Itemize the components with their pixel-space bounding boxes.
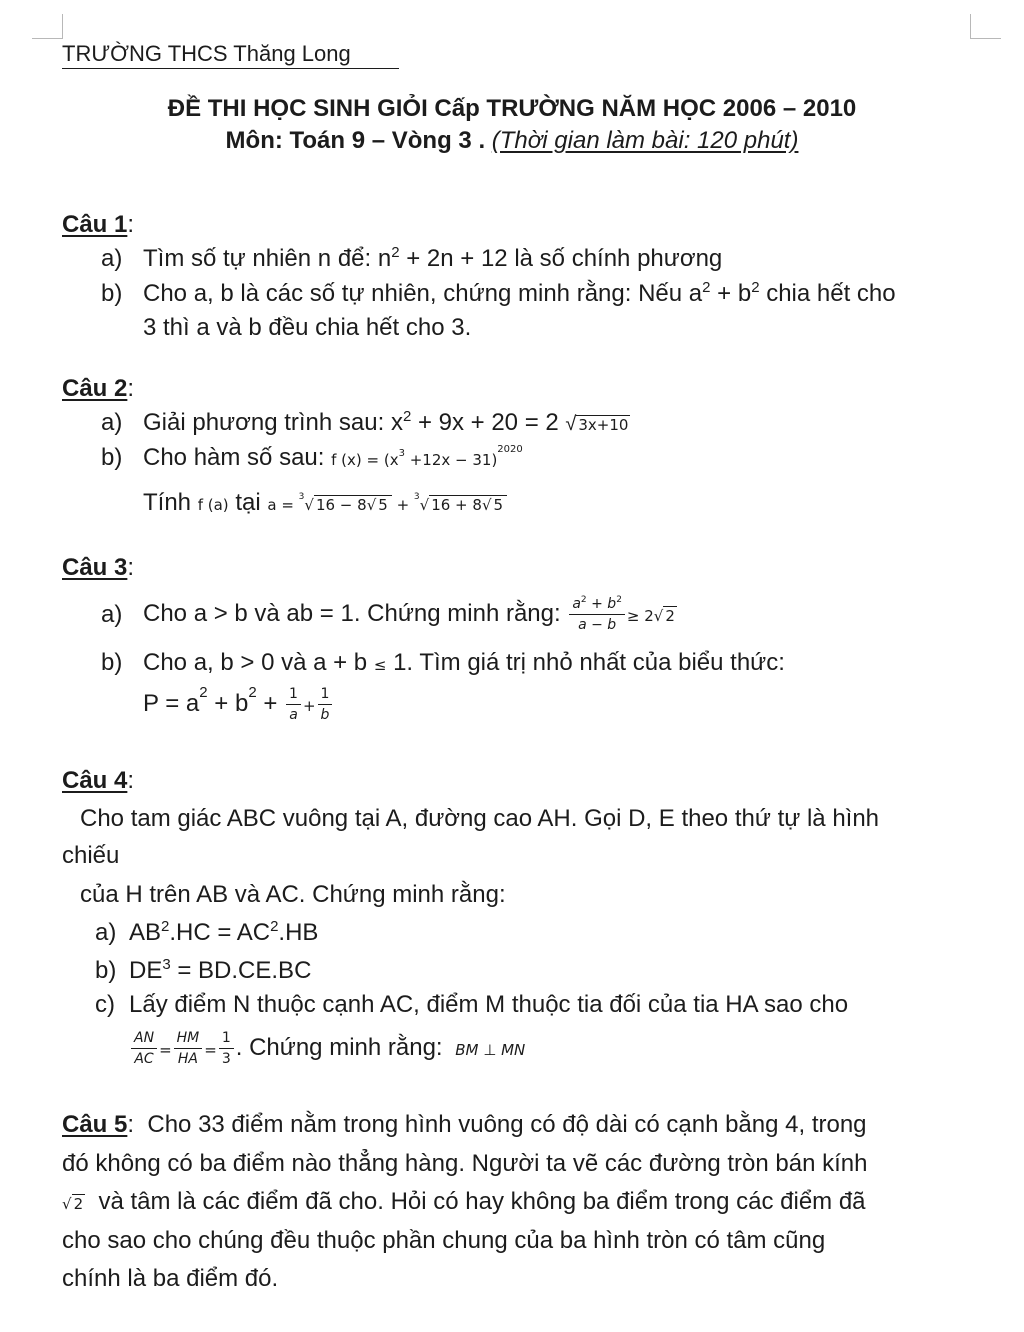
q4-c-text: Lấy điểm N thuộc cạnh AC, điểm M thuộc tia đối của tia HA sao cho bbox=[129, 991, 849, 1018]
q1-label: Câu 1 bbox=[62, 211, 128, 238]
q4-intro-2: chiếu bbox=[62, 842, 120, 869]
q2-c bbox=[143, 488, 507, 520]
q5-text-4: cho sao cho chúng đều thuộc phần chung của ba hình tròn có tâm cũng bbox=[62, 1227, 826, 1254]
q1-a bbox=[143, 244, 722, 274]
q1-a-post: là số chính phương bbox=[514, 245, 723, 272]
exam-time: (Thời gian làm bài: 120 phút) bbox=[491, 127, 799, 154]
q5-text-3: và tâm là các điểm đã cho. Hỏi có hay không ba điểm trong các điểm đã bbox=[98, 1188, 866, 1215]
subject: Môn: Toán 9 – Vòng 3 . bbox=[225, 127, 492, 154]
q1-a-expression: $n^2 + 2n + 12$ bbox=[377, 244, 508, 272]
q2-b-marker: b) bbox=[101, 444, 123, 471]
q1-b-expression: $a^2 + b^2$ bbox=[688, 279, 760, 307]
q1-a-pre: Tìm số tự nhiên n để: bbox=[143, 245, 372, 272]
fraction-hm-ha: $\frac{HM}{HA}$ bbox=[174, 1028, 203, 1069]
q4-heading: Câu 4: bbox=[62, 767, 135, 794]
exam-title: ĐỀ THI HỌC SINH GIỎI Cấp TRƯỜNG NĂM HỌC 2006 – 2010 bbox=[167, 95, 857, 122]
q4-a-marker: a) bbox=[95, 919, 117, 946]
q3-b-expression: $P = a^2 + b^2$ + $\frac{1}{a}$ + $\frac{1}{b}$ bbox=[143, 684, 334, 725]
q4-label: Câu 4 bbox=[62, 767, 128, 794]
q3-heading: Câu 3: bbox=[62, 554, 135, 581]
q3-b bbox=[143, 648, 785, 680]
q3-b-marker: b) bbox=[101, 649, 123, 676]
fraction-an-ac: $\frac{AN}{AC}$ bbox=[131, 1028, 157, 1069]
q4-c-condition: $\frac{AN}{AC}$ = $\frac{HM}{HA}$ = $\frac{1}{3}$ . Chứng minh rằng: BM ⊥ MN bbox=[129, 1028, 525, 1069]
q1-a-marker: a) bbox=[101, 245, 123, 272]
q2-c-fa: f (a) bbox=[197, 496, 229, 514]
q2-b-function: f $(x) = (x^3 +12x - 31)^{2020}$ bbox=[331, 444, 523, 469]
sqrt-two: √ 2 bbox=[62, 1195, 84, 1213]
q5-line-3 bbox=[62, 1187, 866, 1219]
leq-symbol: ≤ bbox=[373, 656, 387, 674]
q1-b-pre: Cho a, b là các số tự nhiên, chứng minh rằng: Nếu bbox=[143, 280, 683, 307]
q2-c-mid: tại bbox=[235, 489, 261, 516]
fraction-one-third: $\frac{1}{3}$ bbox=[219, 1028, 234, 1069]
q2-b bbox=[143, 443, 523, 475]
corner-mark-right bbox=[970, 14, 1001, 39]
q2-c-a-value: a = $^3$√ 16 − 8√ 5 + $^3$√ 16 + 8√ 5 bbox=[267, 496, 507, 514]
q4-a: $AB^2.HC = AC^2.HB$ bbox=[129, 918, 319, 946]
q2-heading: Câu 2: bbox=[62, 375, 135, 402]
q4-b-marker: b) bbox=[95, 957, 117, 984]
q1-b-post: chia hết cho bbox=[766, 280, 896, 307]
exam-subject-line bbox=[0, 126, 1024, 156]
q4-b: $DE^3 = BD.CE.BC$ bbox=[129, 956, 312, 984]
q1-b-marker: b) bbox=[101, 280, 123, 307]
q5-label: Câu 5 bbox=[62, 1111, 128, 1138]
q5-text-5: chính là ba điểm đó. bbox=[62, 1265, 279, 1292]
q4-c-post: . Chứng minh rằng: bbox=[235, 1033, 443, 1061]
q3-b-pre: Cho a, b > 0 và a + b bbox=[143, 649, 368, 676]
q2-a-pre: Giải phương trình sau: bbox=[143, 409, 385, 436]
q4-intro-3: của H trên AB và AC. Chứng minh rằng: bbox=[80, 881, 506, 908]
q3-a bbox=[143, 594, 677, 635]
q4-intro-1: Cho tam giác ABC vuông tại A, đường cao AH. Gọi D, E theo thứ tự là hình bbox=[80, 805, 880, 832]
corner-mark-left bbox=[32, 14, 63, 39]
q2-label: Câu 2 bbox=[62, 375, 128, 402]
q1-b-line2: 3 thì a và b đều chia hết cho 3. bbox=[143, 314, 472, 341]
q3-a-fraction: $\frac{a^2 + b^2}{a - b}$ bbox=[569, 594, 625, 635]
q3-b-post: 1. Tìm giá trị nhỏ nhất của biểu thức: bbox=[393, 649, 785, 676]
q2-a-marker: a) bbox=[101, 409, 123, 436]
q3-a-pre: Cho a > b và ab = 1. Chứng minh rằng: bbox=[143, 599, 561, 627]
q5-line-1: Câu 5: Cho 33 điểm nằm trong hình vuông có độ dài có cạnh bằng 4, trong bbox=[62, 1111, 867, 1138]
q1-heading: Câu 1: bbox=[62, 211, 135, 238]
q2-a bbox=[143, 408, 630, 440]
q1-b bbox=[143, 279, 896, 309]
q2-c-pre: Tính bbox=[143, 489, 192, 516]
bm-perp-mn: BM ⊥ MN bbox=[455, 1040, 526, 1059]
q3-label: Câu 3 bbox=[62, 554, 128, 581]
q2-a-equation: $x^2 + 9x + 20 = 2$ √ 3x+10 bbox=[390, 408, 629, 436]
q5-text-1: Cho 33 điểm nằm trong hình vuông có độ dài có cạnh bằng 4, trong bbox=[147, 1111, 867, 1138]
q5-text-2: đó không có ba điểm nào thẳng hàng. Người ta vẽ các đường tròn bán kính bbox=[62, 1150, 868, 1177]
q3-a-rhs: ≥ 2√ 2 bbox=[626, 606, 675, 625]
q3-a-marker: a) bbox=[101, 601, 123, 628]
school-name: TRƯỜNG THCS Thăng Long bbox=[62, 40, 399, 69]
q2-b-pre: Cho hàm số sau: bbox=[143, 444, 325, 471]
q4-c-marker: c) bbox=[95, 991, 115, 1018]
